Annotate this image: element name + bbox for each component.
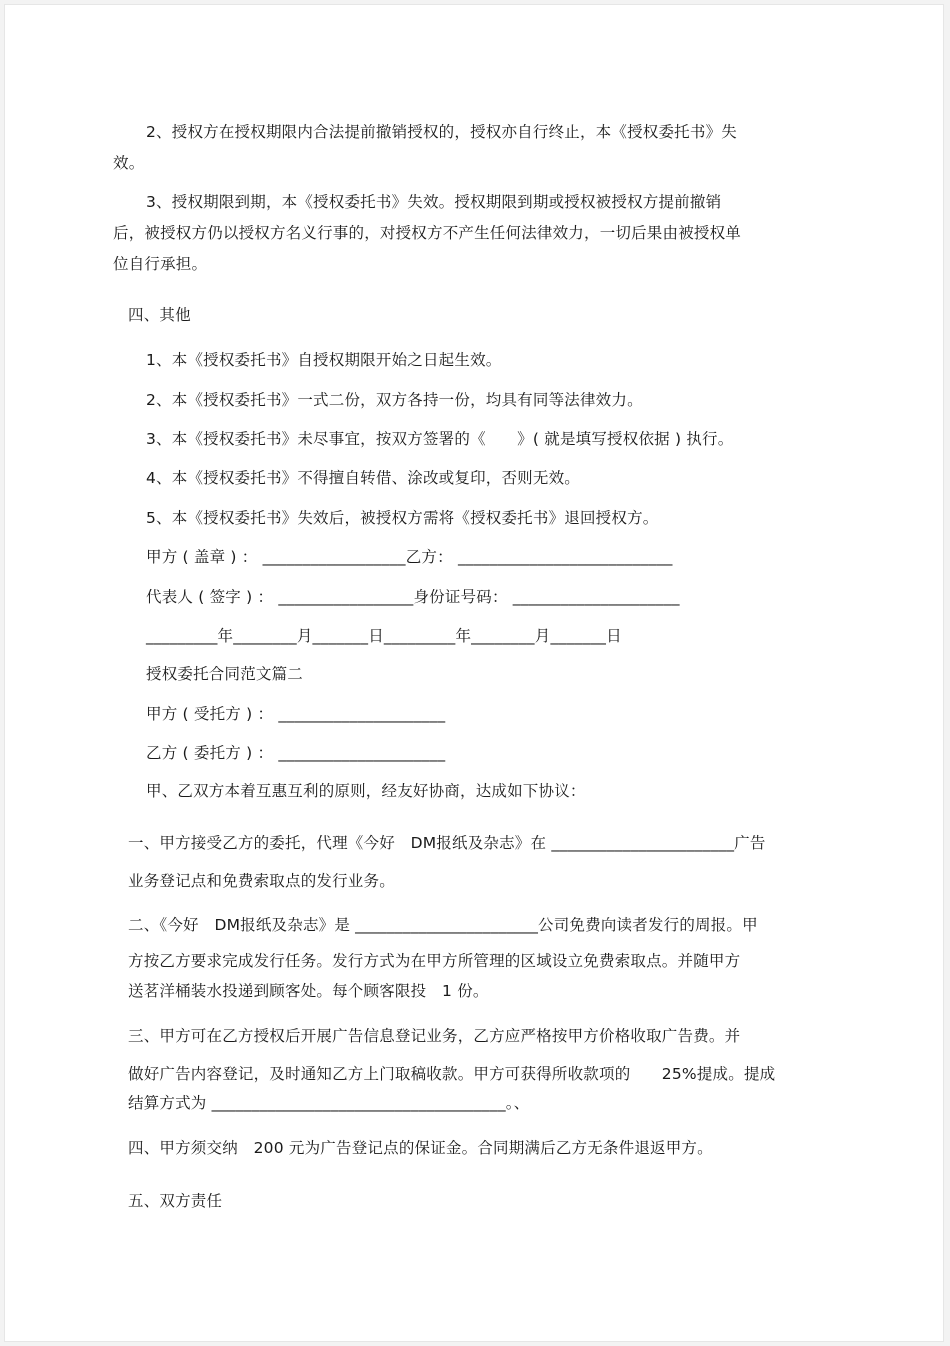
clause-line: 做好广告内容登记，及时通知乙方上门取稿收款。甲方可获得所收款项的 25%提成。提成 (128, 1065, 776, 1083)
section-heading: 五、双方责任 (128, 1192, 223, 1210)
date-line: _________年________月_______日_________年________月_______日 (146, 627, 622, 645)
document-page (4, 4, 944, 1342)
clause-line: 一、甲方接受乙方的委托，代理《今好 DM报纸及杂志》在 _______________________广告 (128, 834, 766, 852)
clause-line: 三、甲方可在乙方授权后开展广告信息登记业务，乙方应严格按甲方价格收取广告费。并 (128, 1027, 741, 1045)
section-title: 授权委托合同范文篇二 (146, 665, 304, 683)
paragraph-line: 2、本《授权委托书》一式二份，双方各持一份，均具有同等法律效力。 (146, 391, 643, 409)
clause-line: 结算方式为 _____________________________________。、 (128, 1094, 530, 1112)
paragraph-line: 3、本《授权委托书》未尽事宜，按双方签署的《 》( 就是填写授权依据 ) 执行。 (146, 430, 734, 448)
paragraph-line: 2、授权方在授权期限内合法提前撤销授权的，授权亦自行终止，本《授权委托书》失 (146, 123, 737, 141)
paragraph-line: 效。 (113, 154, 145, 172)
paragraph-line: 位自行承担。 (113, 255, 208, 273)
party-b-line: 乙方 ( 委托方 ) ： _____________________ (146, 744, 446, 762)
section-heading: 四、其他 (128, 306, 191, 324)
paragraph-line: 4、本《授权委托书》不得擅自转借、涂改或复印，否则无效。 (146, 469, 580, 487)
clause-line: 业务登记点和免费索取点的发行业务。 (128, 872, 395, 890)
clause-line: 四、甲方须交纳 200 元为广告登记点的保证金。合同期满后乙方无条件退返甲方。 (128, 1139, 713, 1157)
paragraph-line: 后，被授权方仍以授权方名义行事的，对授权方不产生任何法律效力，一切后果由被授权单 (113, 224, 742, 242)
signature-line-representative: 代表人 ( 签字 ) ： _________________身份证号码： _____________________ (146, 588, 680, 606)
clause-line: 方按乙方要求完成发行任务。发行方式为在甲方所管理的区域设立免费索取点。并随甲方 (128, 952, 741, 970)
paragraph-line: 1、本《授权委托书》自授权期限开始之日起生效。 (146, 351, 502, 369)
paragraph-line: 3、授权期限到期，本《授权委托书》失效。授权期限到期或授权被授权方提前撤销 (146, 193, 722, 211)
paragraph-line: 甲、乙双方本着互惠互利的原则，经友好协商，达成如下协议： (146, 782, 586, 800)
party-a-line: 甲方 ( 受托方 ) ： _____________________ (146, 705, 446, 723)
paragraph-line: 5、本《授权委托书》失效后，被授权方需将《授权委托书》退回授权方。 (146, 509, 659, 527)
clause-line: 送茗洋桶装水投递到顾客处。每个顾客限投 1 份。 (128, 982, 489, 1000)
clause-line: 二、《今好 DM报纸及杂志》是 _______________________公司免费向读者发行的周报。甲 (128, 916, 758, 934)
signature-line-party-a: 甲方 ( 盖章 ) ： __________________乙方： ___________________________ (146, 548, 673, 566)
